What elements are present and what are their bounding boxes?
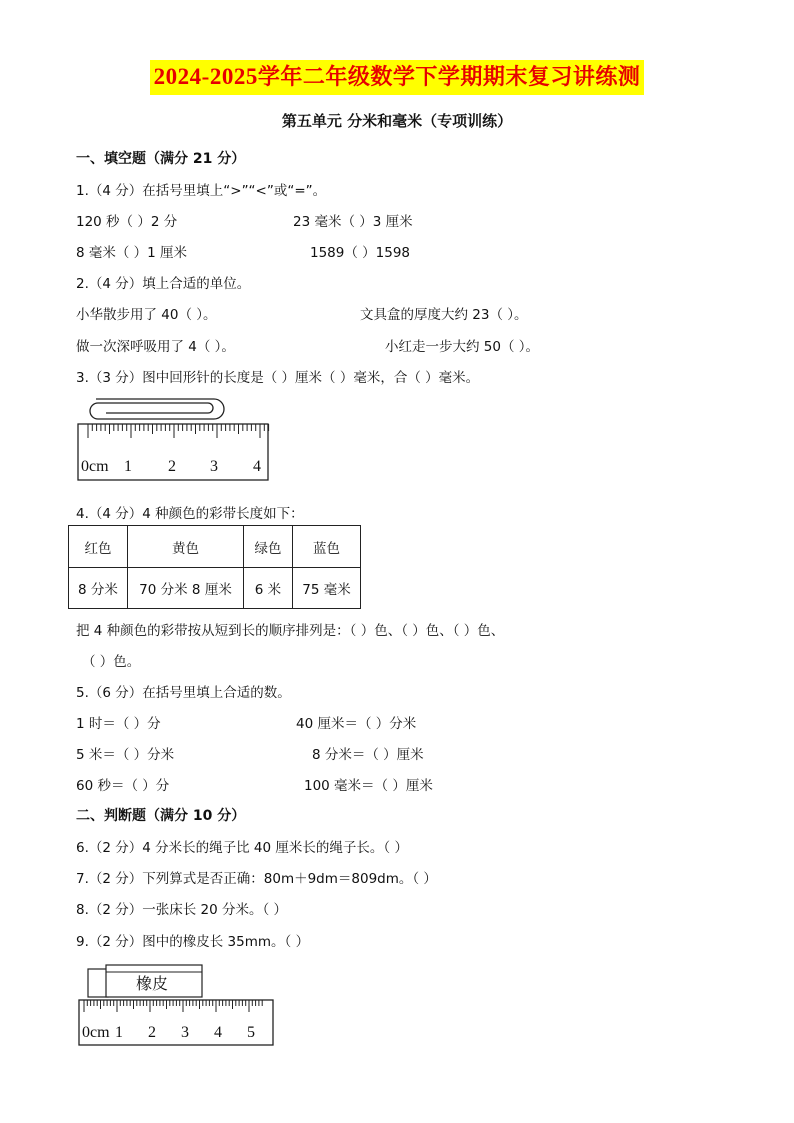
q2-item: 小红走一步大约 50（ ）。	[385, 339, 540, 355]
ruler-label: 2	[148, 1024, 156, 1041]
ruler-label: 4	[253, 458, 261, 475]
q3-stem: 3.（3 分）图中回形针的长度是（ ）厘米（ ）毫米，合（ ）毫米。	[76, 370, 480, 386]
q1-stem: 1.（4 分）在括号里填上“>”“<”或“=”。	[76, 183, 327, 199]
q2-item: 做一次深呼吸用了 4（ ）。	[76, 339, 235, 355]
q5-item: 60 秒＝（ ）分	[76, 778, 170, 794]
q6-stem: 6.（2 分）4 分米长的绳子比 40 厘米长的绳子长。（ ）	[76, 840, 408, 856]
title-text: 学年二年级数学下学期期末复习讲练测	[257, 65, 641, 90]
paperclip-icon	[90, 399, 224, 419]
ruler-label: 3	[181, 1024, 189, 1041]
q5-stem: 5.（6 分）在括号里填上合适的数。	[76, 685, 291, 701]
eraser-icon	[88, 965, 202, 997]
q7-stem: 7.（2 分）下列算式是否正确：80m＋9dm＝809dm。（ ）	[76, 871, 437, 887]
section-true-false: 二、判断题（满分 10 分）	[76, 808, 246, 824]
q1-item: 120 秒（ ）2 分	[76, 214, 178, 230]
eraser-label: 橡皮	[136, 974, 169, 993]
table-cell: 6 米	[244, 568, 293, 609]
paperclip-ruler-figure	[76, 396, 276, 486]
q4-ask-continued: （ ）色。	[82, 654, 141, 670]
q8-stem: 8.（2 分）一张床长 20 分米。（ ）	[76, 902, 288, 918]
q2-item: 文具盒的厚度大约 23（ ）。	[360, 307, 528, 323]
table-header-cell: 蓝色	[293, 526, 361, 568]
ruler-label: 4	[214, 1024, 222, 1041]
q2-item: 小华散步用了 40（ ）。	[76, 307, 217, 323]
ruler-label: 3	[210, 458, 218, 475]
title-banner	[150, 60, 645, 95]
q5-item: 100 毫米＝（ ）厘米	[304, 778, 433, 794]
section-fill-blank: 一、填空题（满分 21 分）	[76, 151, 246, 167]
table-header-cell: 红色	[69, 526, 128, 568]
q1-item: 1589（ ）1598	[310, 245, 411, 261]
unit-subtitle: 第五单元 分米和毫米（专项训练）	[281, 112, 513, 130]
ruler-label: 0cm	[82, 1024, 110, 1041]
table-cell: 8 分米	[69, 568, 128, 609]
ruler-label: 1	[115, 1024, 123, 1041]
q1-item: 23 毫米（ ）3 厘米	[293, 214, 413, 230]
ruler-label: 0cm	[81, 458, 109, 475]
q4-stem: 4.（4 分）4 种颜色的彩带长度如下：	[76, 506, 304, 522]
ribbon-length-table	[68, 525, 361, 609]
eraser-ruler-figure	[76, 963, 281, 1049]
ruler-label: 1	[124, 458, 132, 475]
title-year: 2024-2025	[153, 64, 258, 89]
table-cell: 75 毫米	[293, 568, 361, 609]
q5-item: 5 米＝（ ）分米	[76, 747, 175, 763]
q1-item: 8 毫米（ ）1 厘米	[76, 245, 188, 261]
table-header-cell: 黄色	[128, 526, 244, 568]
q5-item: 1 时＝（ ）分	[76, 716, 161, 732]
q2-stem: 2.（4 分）填上合适的单位。	[76, 276, 251, 292]
table-cell: 70 分米 8 厘米	[128, 568, 244, 609]
q5-item: 8 分米＝（ ）厘米	[312, 747, 424, 763]
table-header-row	[69, 526, 361, 568]
worksheet-title	[0, 60, 794, 95]
q5-item: 40 厘米＝（ ）分米	[296, 716, 417, 732]
q4-ask: 把 4 种颜色的彩带按从短到长的顺序排列是：（ ）色、（ ）色、（ ）色、	[76, 623, 505, 639]
q9-stem: 9.（2 分）图中的橡皮长 35mm。（ ）	[76, 934, 310, 950]
table-row	[69, 568, 361, 609]
table-header-cell: 绿色	[244, 526, 293, 568]
ruler-label: 5	[247, 1024, 255, 1041]
ruler-label: 2	[168, 458, 176, 475]
